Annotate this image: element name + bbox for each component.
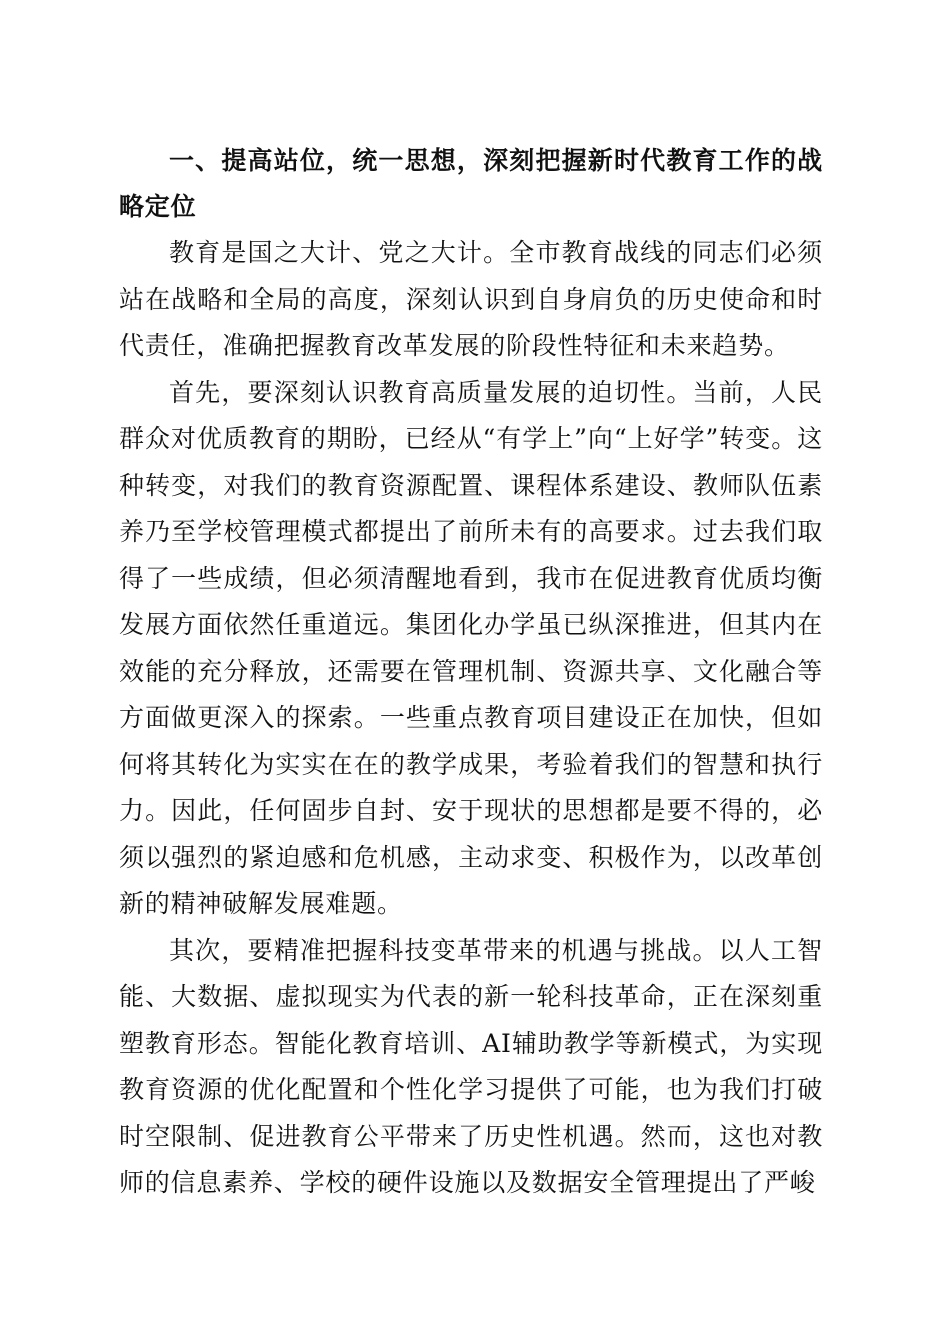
paragraph-first-point: 首先，要深刻认识教育高质量发展的迫切性。当前，人民群众对优质教育的期盼，已经从“有学上”向“上好学”转变。这种转变，对我们的教育资源配置、课程体系建设、教师队伍素养乃至学校管理模式都提出了前所未有的高要求。过去我们取得了一些成绩，但必须清醒地看到，我市在促进教育优质均衡发展方面依然任重道远。集团化办学虽已纵深推进，但其内在效能的充分释放，还需要在管理机制、资源共享、文化融合等方面做更深入的探索。一些重点教育项目建设正在加快，但如何将其转化为实实在在的教学成果，考验着我们的智慧和执行力。因此，任何固步自封、安于现状的思想都是要不得的，必须以强烈的紧迫感和危机感，主动求变、积极作为，以改革创新的精神破解发展难题。 [119, 377, 823, 918]
paragraph-second-point: 其次，要精准把握科技变革带来的机遇与挑战。以人工智能、大数据、虚拟现实为代表的新一轮科技革命，正在深刻重塑教育形态。智能化教育培训、AI辅助教学等新模式，为实现教育资源的优化配置和个性化学习提供了可能，也为我们打破时空限制、促进教育公平带来了历史性机遇。然而，这也对教师的信息素养、学校的硬件设施以及数据安全管理提出了严峻 [119, 935, 823, 1197]
paragraph-intro: 教育是国之大计、党之大计。全市教育战线的同志们必须站在战略和全局的高度，深刻认识到自身肩负的历史使命和时代责任，准确把握教育改革发展的阶段性特征和未来趋势。 [119, 238, 823, 360]
document-body [119, 138, 823, 1207]
section-heading: 一、提高站位，统一思想，深刻把握新时代教育工作的战略定位 [119, 146, 823, 221]
